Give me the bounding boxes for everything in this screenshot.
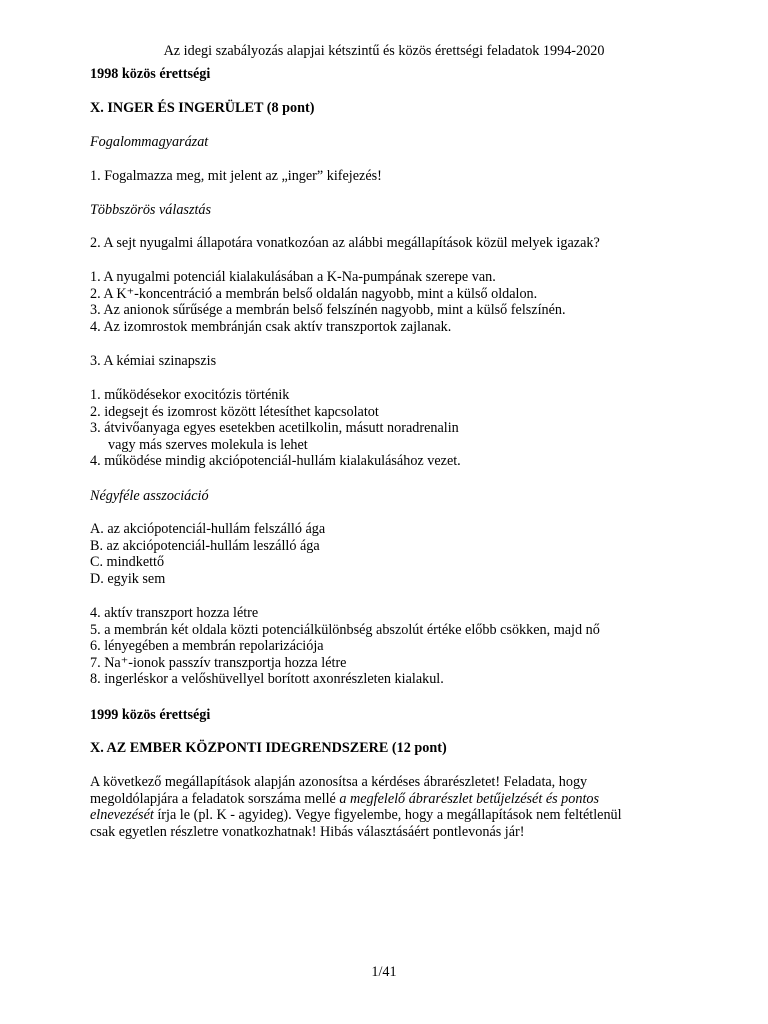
- association-items: [90, 605, 690, 688]
- list-item: 6. lényegében a membrán repolarizációja: [90, 638, 324, 655]
- question-1: 1. Fogalmazza meg, mit jelent az „inger” kifejezés!: [90, 168, 382, 184]
- list-item: 1. működésekor exocitózis történik: [90, 387, 290, 403]
- option-c: C. mindkettő: [90, 554, 165, 571]
- paragraph-line: csak egyetlen részletre vonatkozhatnak! Hibás választásáért pontlevonás jár!: [90, 823, 525, 840]
- multiple-choice-heading: Többszörös választás: [90, 202, 212, 218]
- text-segment: írja le (pl. K - agyideg). Vegye figyelembe, hogy a megállapítások nem feltétlenül: [153, 807, 622, 824]
- paragraph-line: [90, 791, 690, 808]
- list-item: 4. működése mindig akciópotenciál-hullám kialakulásához vezet.: [90, 453, 461, 470]
- list-item-continuation: vagy más szerves molekula is lehet: [108, 436, 308, 453]
- association-heading: Négyféle asszociáció: [90, 488, 209, 504]
- question-3: 3. A kémiai szinapszis: [90, 353, 217, 369]
- list-item: 5. a membrán két oldala közti potenciálkülönbség abszolút értéke előbb csökken, majd nő: [90, 621, 600, 638]
- task-title-1998: X. INGER ÉS INGERÜLET (8 pont): [90, 100, 315, 116]
- list-item: 4. aktív transzport hozza létre: [90, 605, 259, 621]
- list-item: 8. ingerléskor a velőshüvellyel borított axonrészleten kialakul.: [90, 671, 444, 688]
- paragraph-line: [90, 807, 690, 824]
- question-3-options: [90, 387, 690, 470]
- definition-heading: Fogalommagyarázat: [90, 134, 209, 150]
- list-item: 2. idegsejt és izomrost között létesíthet kapcsolatot: [90, 403, 379, 420]
- exam-title-1999: 1999 közös érettségi: [90, 707, 211, 723]
- exam-title-1998: 1998 közös érettségi: [90, 66, 211, 82]
- document-header: Az idegi szabályozás alapjai kétszintű és közös érettségi feladatok 1994-2020: [163, 43, 605, 59]
- list-item: 3. átvivőanyaga egyes esetekben acetilkolin, másutt noradrenalin: [90, 420, 459, 437]
- list-item: 1. A nyugalmi potenciál kialakulásában a K-Na-pumpának szerepe van.: [90, 269, 496, 285]
- instructions-paragraph: [90, 774, 690, 840]
- association-options: [90, 521, 690, 587]
- list-item: 7. Na⁺-ionok passzív transzportja hozza létre: [90, 654, 347, 671]
- option-d: D. egyik sem: [90, 570, 166, 587]
- emphasis-text: elnevezését: [90, 807, 154, 824]
- emphasis-text: a megfelelő ábrarészlet betűjelzését és pontos: [339, 790, 600, 807]
- question-2-options: [90, 269, 690, 335]
- list-item: 3. Az anionok sűrűsége a membrán belső felszínén nagyobb, mint a külső felszínén.: [90, 302, 566, 319]
- option-a: A. az akciópotenciál-hullám felszálló ága: [90, 521, 326, 537]
- question-2: 2. A sejt nyugalmi állapotára vonatkozóan az alábbi megállapítások közül melyek igazak?: [90, 235, 600, 251]
- option-b: B. az akciópotenciál-hullám leszálló ága: [90, 537, 320, 554]
- list-item: 2. A K⁺-koncentráció a membrán belső oldalán nagyobb, mint a külső oldalon.: [90, 285, 538, 302]
- paragraph-line: A következő megállapítások alapján azonosítsa a kérdéses ábrarészletet! Feladata, hogy: [90, 774, 588, 790]
- text-segment: megoldólapjára a feladatok sorszáma mellé: [90, 790, 340, 807]
- list-item: 4. Az izomrostok membránján csak aktív transzportok zajlanak.: [90, 318, 452, 335]
- page-number: 1/41: [371, 964, 397, 980]
- task-title-1999: X. AZ EMBER KÖZPONTI IDEGRENDSZERE (12 pont): [90, 740, 447, 756]
